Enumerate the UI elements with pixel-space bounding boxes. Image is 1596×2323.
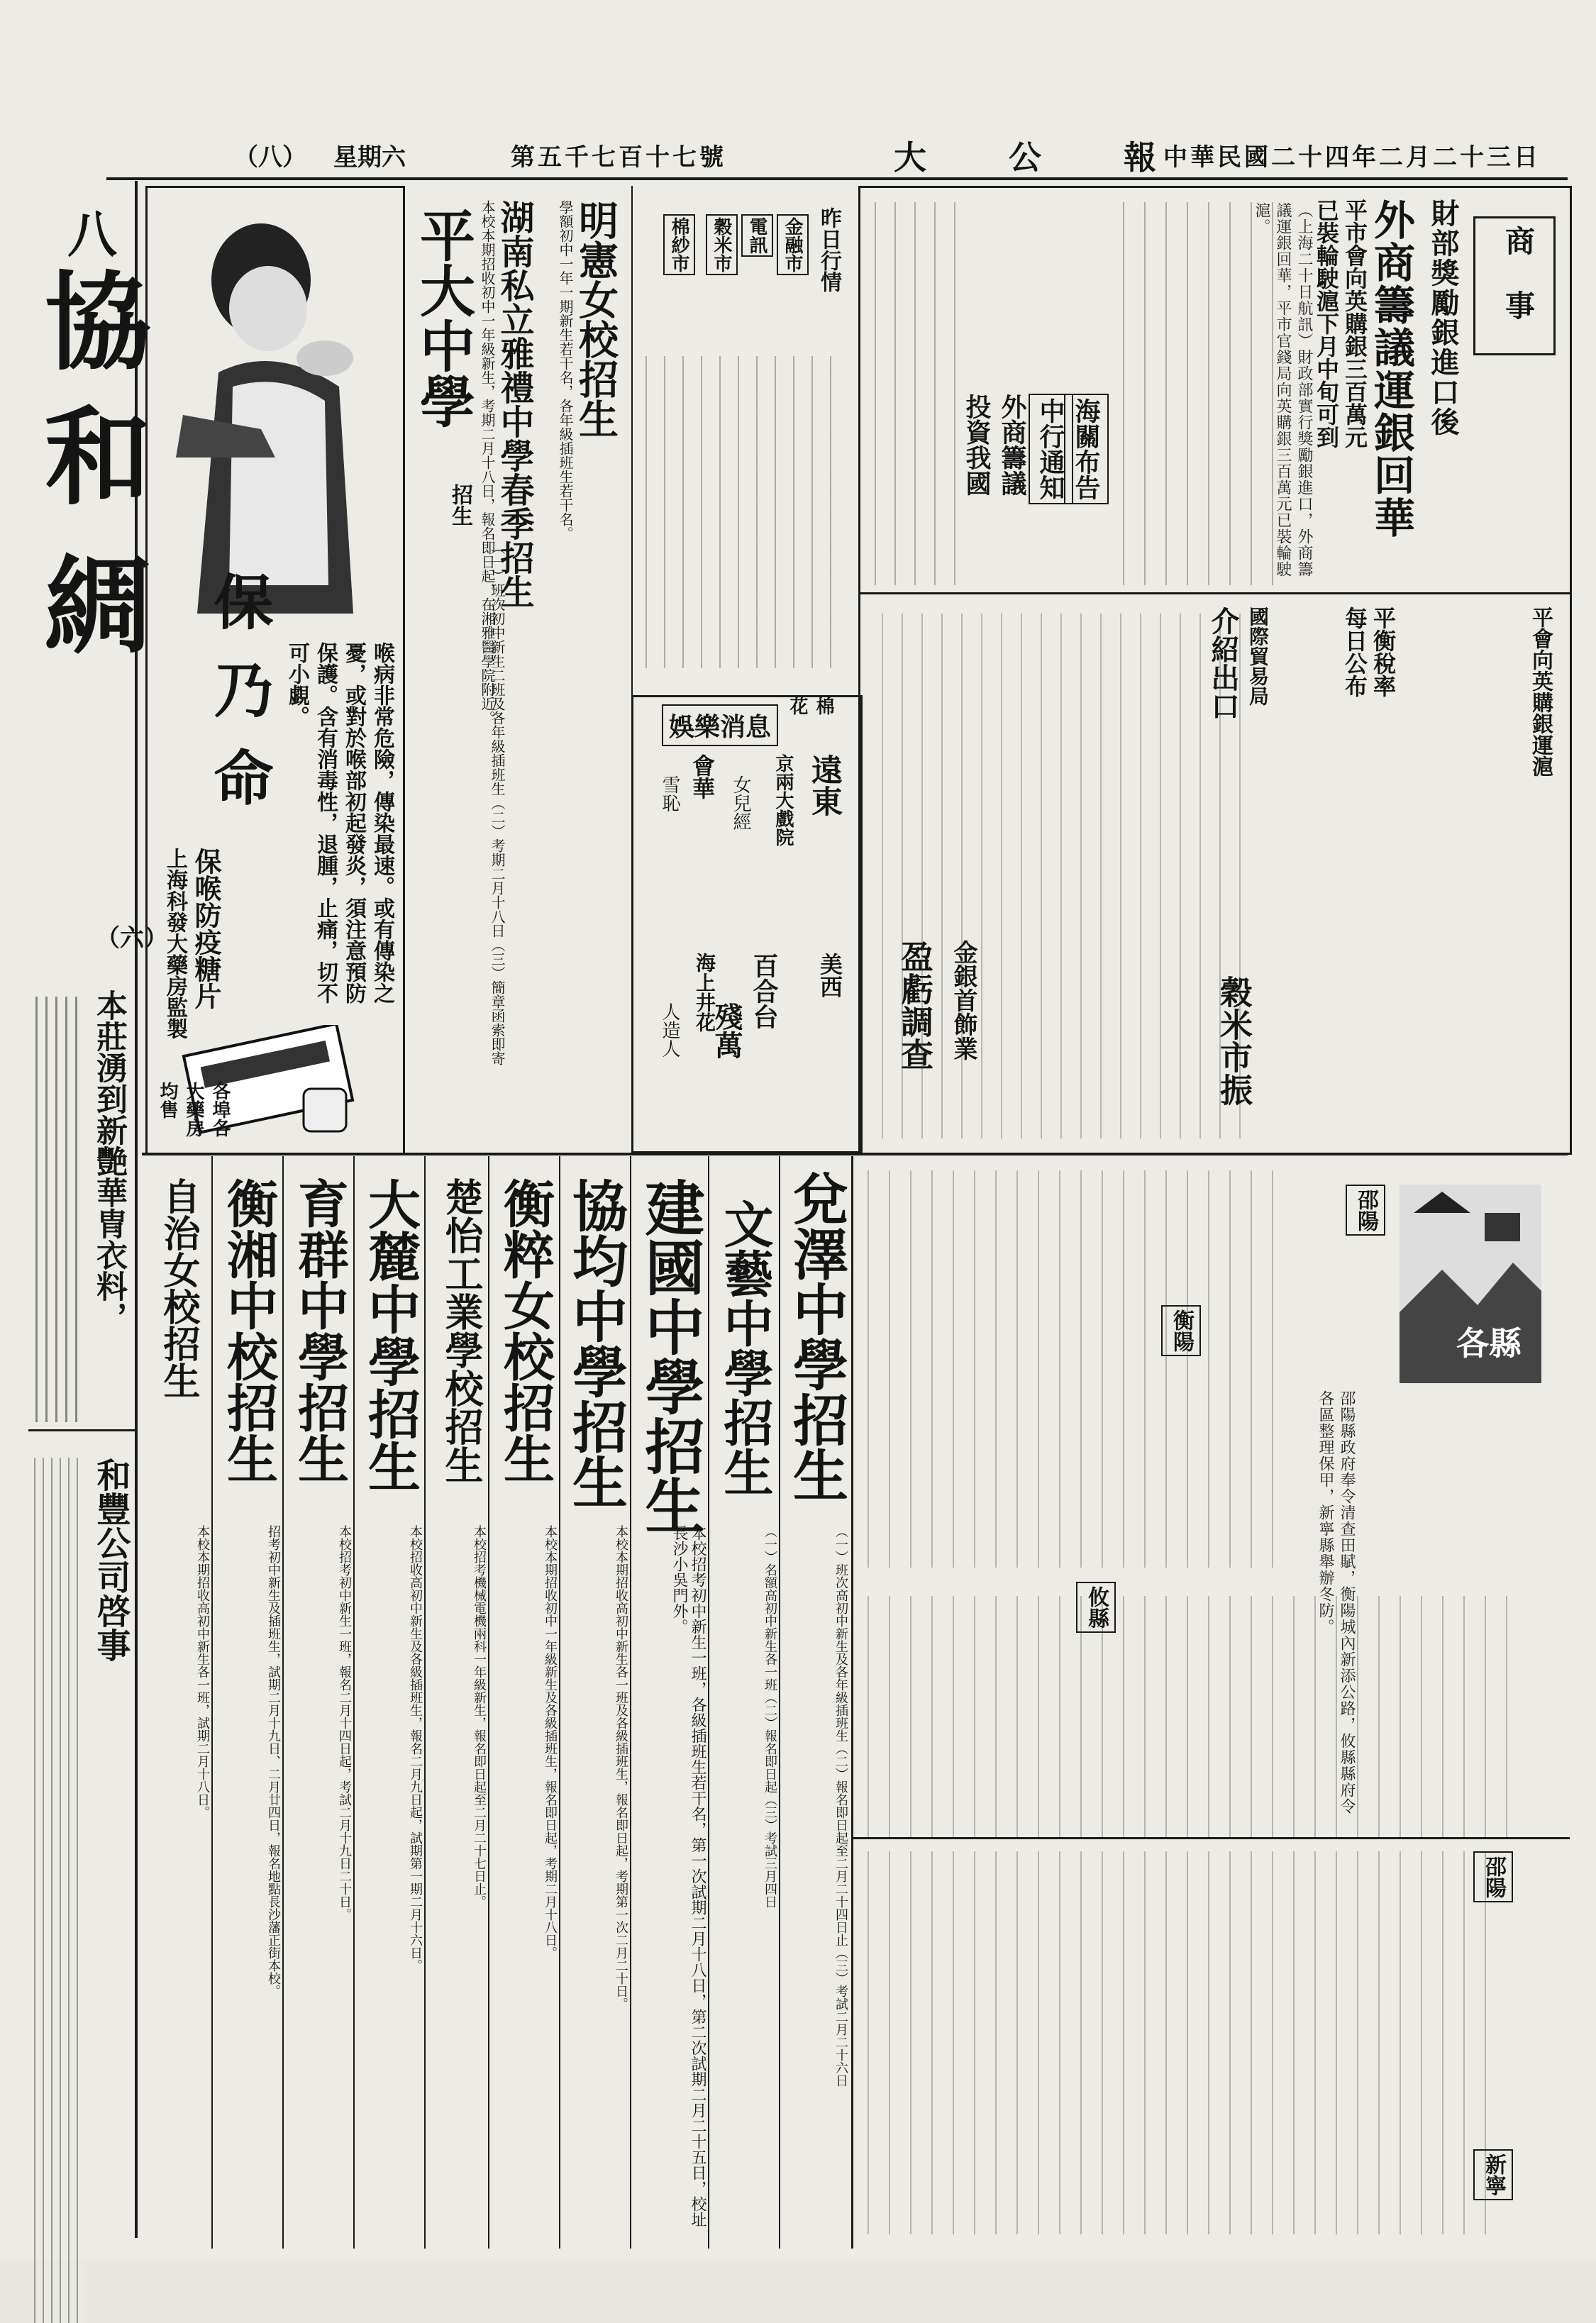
theater-4: 美西 bbox=[816, 953, 843, 998]
school-ad-9-body: 招考初中新生及插班生，試期二月十九日、二月廿四日，報名地點長沙藩正街本校。 bbox=[266, 1525, 281, 1997]
school-ad-2-body: （一）名額高初中新生各一班（二）報名即日起（三）考試三月四日 bbox=[763, 1525, 777, 1908]
medicine-body: 喉病非常危險，傳染最速。或有傳染之憂，或對於喉部初起發炎，須注意預防保護。含有消毒性，退腫，止痛，切不可小覷。 bbox=[284, 642, 394, 1004]
theater-1: 遠東 bbox=[806, 754, 842, 816]
commerce-column-filler bbox=[875, 202, 960, 585]
school-ad-4 bbox=[559, 1156, 631, 2249]
medicine-ad bbox=[145, 186, 405, 1155]
school-ad-10-body: 本校本期招收高初中新生各一班，試期二月十八日。 bbox=[195, 1525, 210, 1819]
headline-1: 財部獎勵銀進口後 bbox=[1426, 199, 1460, 437]
sub-headline-2: 已裝輪駛滬下月中旬可到 bbox=[1313, 199, 1340, 448]
school-ad-5-title: 衡粹女校招生 bbox=[495, 1177, 555, 1484]
jin-yin-heading: 金銀首飾業 bbox=[949, 940, 977, 1060]
zhong-hang-heading: 中行通知 bbox=[1029, 394, 1073, 504]
county-text-filler-1 bbox=[868, 1170, 1293, 1568]
theater-5: 百合台 bbox=[749, 953, 779, 1029]
market-heading: 昨日行情 bbox=[816, 207, 841, 292]
commerce-lower-filler bbox=[882, 614, 1251, 1138]
school-ad-2 bbox=[708, 1156, 780, 2249]
header-bar bbox=[170, 135, 1561, 177]
left-banner-top-glyph: 八 bbox=[67, 205, 117, 264]
film-1: 女兒經 bbox=[730, 775, 751, 831]
film-4: 人造人 bbox=[659, 1002, 680, 1058]
market-gu-mi: 穀米市 bbox=[706, 214, 738, 275]
school-ad-5-body: 本校本期招收初中一年級新生及各級插班生，報名即日起，考期二月十八日。 bbox=[543, 1525, 558, 1959]
film-3: 殘萬 bbox=[710, 1002, 743, 1059]
market-block bbox=[631, 186, 860, 715]
school-ad-3 bbox=[630, 1156, 709, 2249]
sub-headline-1: 平市會向英購銀三百萬元 bbox=[1341, 199, 1368, 448]
county-news bbox=[851, 1156, 1570, 2249]
ping-heng-heading: 平衡稅率 bbox=[1370, 606, 1397, 697]
commerce-body-filler bbox=[1123, 202, 1286, 585]
commerce-section bbox=[858, 186, 1572, 1155]
school-ad-4-body: 本校本期招收高初中新生各一班及各級插班生，報名即日起，考期第一次二月二十日。 bbox=[614, 1525, 628, 2010]
school-ad-10-title: 自治女校招生 bbox=[157, 1177, 200, 1399]
market-jin-rong: 金融市 bbox=[777, 214, 809, 275]
header-weekday: 星期六 bbox=[333, 143, 406, 172]
school-ad-3-body: 本校招考初中新生一班，各級插班生若干名，第一次試期二月十八日，第二次試期二月二十五日，校址長沙小吳門外。 bbox=[670, 1525, 706, 2227]
ya-li-body: 本校本期招收初中一年級新生，考期二月十八日，報名即日起，在湘雅醫學院附近。 bbox=[479, 200, 496, 725]
theater-3: 會華 bbox=[689, 754, 716, 799]
hai-guan-heading: 海關布告 bbox=[1064, 394, 1109, 504]
school-ad-3-title: 建國中學招生 bbox=[636, 1177, 706, 1535]
theater-2: 京兩大戲院 bbox=[772, 754, 794, 846]
school-ad-1-title: 兌澤中學招生 bbox=[784, 1170, 848, 1502]
left-banner-tail: 綢 bbox=[26, 550, 151, 656]
market-dian-xun: 電訊 bbox=[741, 214, 773, 257]
wai-shang-heading: 外商籌議 bbox=[997, 394, 1027, 496]
left-divider bbox=[28, 1429, 135, 1431]
guo-ji-heading: 國際貿易局 bbox=[1246, 606, 1270, 706]
ya-li-title: 湖南私立雅禮中學春季招生 bbox=[494, 200, 534, 609]
ping-da-title: 平大中學 bbox=[411, 207, 475, 428]
school-ad-4-title: 協均中學招生 bbox=[563, 1177, 628, 1509]
school-ad-6-title: 楚怡工業學校招生 bbox=[439, 1177, 484, 1484]
medicine-title: 保乃命 bbox=[204, 571, 275, 835]
school-ad-1 bbox=[779, 1156, 851, 2249]
gu-mi-heading: 穀米市振 bbox=[1215, 975, 1253, 1106]
market-mian-sha: 棉紗市 bbox=[663, 214, 695, 275]
county-sub-xin-ning: 新寧 bbox=[1473, 2149, 1513, 2200]
school-ad-1-body: （一）班次高初中新生及各年級插班生（二）報名即日起至二月二十四日止（三）考試二月二十六日 bbox=[833, 1525, 848, 2087]
county-text-filler-2 bbox=[868, 1596, 1527, 1837]
commerce-label-box bbox=[1473, 216, 1556, 355]
school-ad-7 bbox=[353, 1156, 426, 2249]
school-ad-6-body: 本校招考機械電機兩科一年級新生，報名即日起至二月二十七日止。 bbox=[472, 1525, 487, 1908]
school-ad-8-body: 本校招考初中新生一班，報名二月十四日起，考試二月十九日二十日。 bbox=[337, 1525, 352, 1921]
county-body: 邵陽縣政府奉令清查田賦，衡陽城內新添公路，攸縣縣府令各區整理保甲，新寧縣舉辦冬防。 bbox=[1317, 1390, 1356, 1814]
entertainment-label: 娛樂消息 bbox=[662, 704, 778, 746]
ming-xian-body: 學額初中一年一期新生若干名，各年級插班生若干名。 bbox=[557, 200, 574, 540]
school-ad-5 bbox=[488, 1156, 560, 2249]
ping-hui-heading: 平會向英購銀運滬 bbox=[1528, 606, 1553, 777]
he-feng-body bbox=[34, 1458, 85, 2323]
left-banner bbox=[26, 181, 168, 2238]
commerce-body: （上海二十日航訊）財政部實行獎勵銀進口，外商籌議運銀回華，平市官錢局向英購銀三百萬元已裝輪駛滬。 bbox=[1253, 202, 1313, 577]
mid-page-rule bbox=[142, 1153, 1568, 1155]
county-sub-you-xian: 攸縣 bbox=[1076, 1582, 1116, 1633]
entertainment-block bbox=[631, 695, 863, 1153]
market-figures bbox=[645, 356, 844, 668]
school-ad-2-title: 文藝中學招生 bbox=[716, 1199, 775, 1497]
school-ad-6 bbox=[424, 1156, 489, 2249]
market-mian-hua: 棉花 bbox=[787, 697, 834, 715]
left-new-goods-ad: 本莊湧到新艷華冑衣料， bbox=[91, 989, 127, 1333]
header-issue-no: 第五千七百十七號 bbox=[511, 143, 726, 172]
school-ad-9-title: 衡湘中校招生 bbox=[218, 1177, 279, 1484]
county-sub-ling-ling: 邵陽 bbox=[1473, 1851, 1513, 1902]
lower-school-ads bbox=[142, 1156, 851, 2249]
commerce-mid-rule bbox=[860, 592, 1570, 594]
jie-shao-heading: 介紹出口 bbox=[1207, 606, 1240, 720]
school-ad-9 bbox=[211, 1156, 284, 2249]
school-ad-8 bbox=[282, 1156, 355, 2249]
county-sub-shao-yang: 邵陽 bbox=[1346, 1185, 1385, 1236]
medicine-pharmacies: 各埠各大藥房均售 bbox=[157, 1082, 231, 1137]
left-banner-big-chars: 協和 bbox=[26, 266, 151, 536]
county-label: 各縣 bbox=[1456, 1324, 1522, 1363]
county-text-filler-3 bbox=[868, 1851, 1492, 2234]
commerce-label: 商 事 bbox=[1501, 226, 1536, 320]
left-dense-block bbox=[35, 997, 84, 1422]
header-date: 中華民國二十四年二月二十三日 bbox=[1163, 143, 1541, 172]
ming-xian-title: 明憲女校招生 bbox=[572, 200, 619, 438]
medicine-subtitle: 保喉防疫糖片 bbox=[190, 848, 222, 1009]
header-rule bbox=[106, 177, 1568, 180]
film-2: 雪恥 bbox=[659, 775, 680, 812]
he-feng-title: 和豐公司啓事 bbox=[91, 1458, 131, 1662]
headline-2: 外商籌議運銀回華 bbox=[1367, 199, 1415, 539]
medicine-maker: 上海科發大藥房監製 bbox=[162, 848, 187, 1039]
school-ad-7-body: 本校招收高初中新生及各級插班生，報名二月九日起，試期第一期二月十六日。 bbox=[408, 1525, 423, 1972]
ping-da-suffix: 招生 bbox=[448, 484, 472, 526]
school-ad-8-title: 育群中學招生 bbox=[289, 1177, 350, 1484]
county-mid-rule bbox=[853, 1837, 1570, 1839]
left-banner-side-num: （六） bbox=[96, 924, 168, 953]
woman-illustration bbox=[176, 216, 375, 614]
county-news-illustration bbox=[1400, 1185, 1541, 1383]
theater-6: 海上井花 bbox=[693, 953, 716, 1032]
ping-da-body: （一）班次初中新生二班及各年級插班生（二）考期二月十八日（三）簡章函索即寄 bbox=[489, 540, 506, 1065]
county-sub-heng-yang: 衡陽 bbox=[1161, 1305, 1201, 1356]
tou-zi-heading: 投資我國 bbox=[962, 394, 992, 496]
school-ad-7-title: 大麓中學招生 bbox=[360, 1177, 421, 1492]
mei-ri-heading: 每日公布 bbox=[1341, 606, 1368, 697]
school-ad-10 bbox=[142, 1156, 213, 2249]
header-paper-name: 大 公 報 bbox=[894, 138, 1192, 177]
header-page-no: （八） bbox=[234, 143, 306, 172]
ying-kui-heading: 盈虧調查 bbox=[896, 940, 934, 1070]
